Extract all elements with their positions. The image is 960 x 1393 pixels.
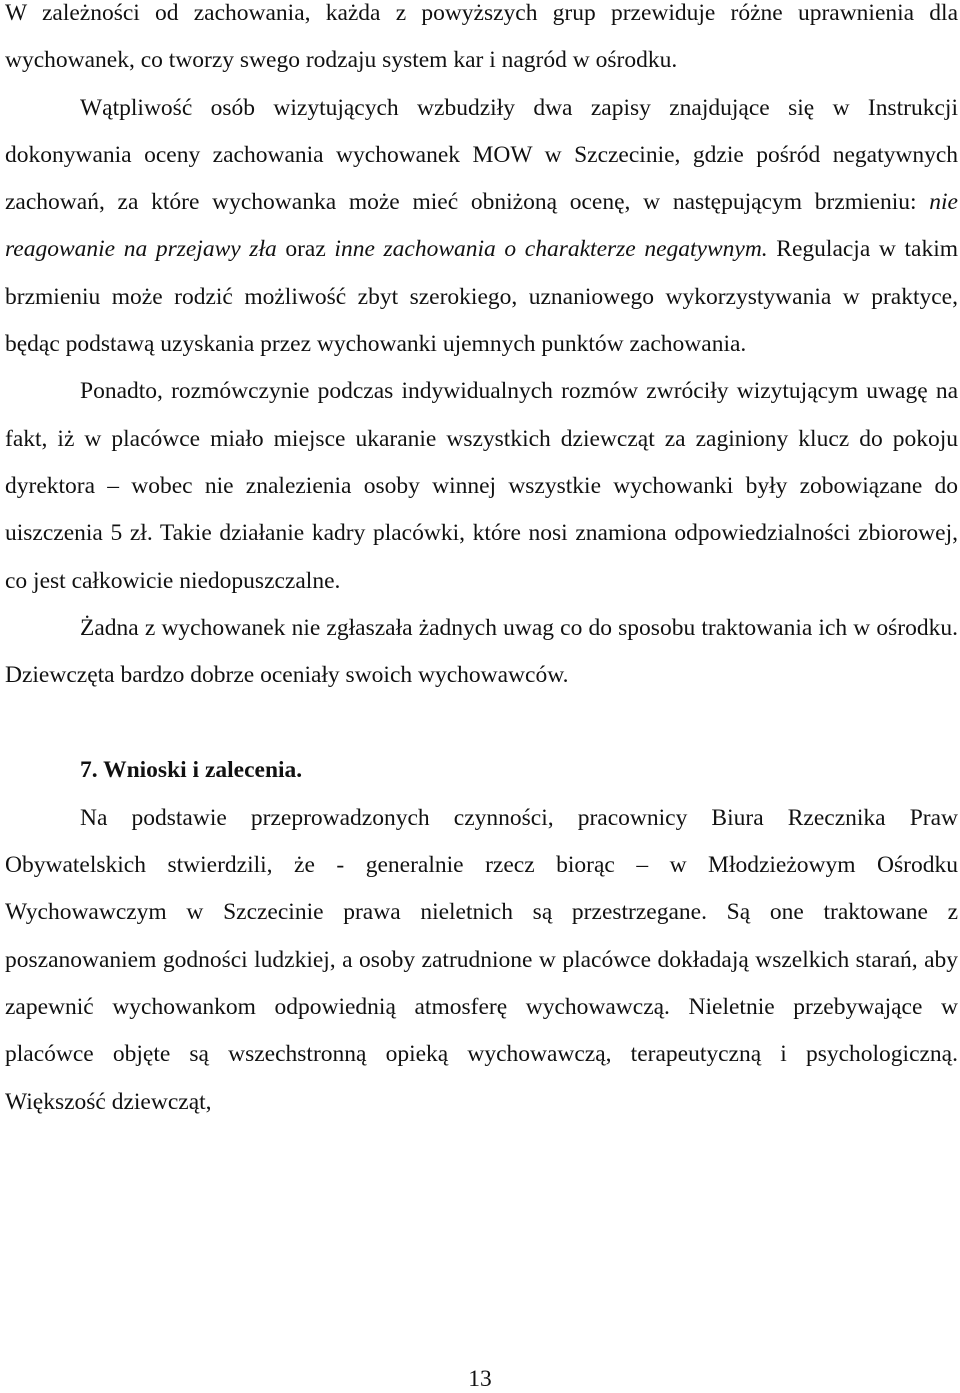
paragraph-2-text-end: Regulacja w takim brzmieniu może rodzić możliwość zbyt szerokiego, uznaniowego wykorzystywania w praktyce, będąc podstawą uzyskania przez wychowanki ujemnych punktów zachowania.	[5, 236, 958, 358]
document-page	[5, 0, 958, 1126]
paragraph-2-text-start: Wątpliwość osób wizytujących wzbudziły dwa zapisy znajdujące się w Instrukcji dokonywania oceny zachowania wychowanek MOW w Szczecinie, gdzie pośród negatywnych zachowań, za które wychowanka może mieć obniżoną ocenę, w następującym brzmieniu:	[5, 94, 958, 216]
page-number: 13	[468, 1366, 492, 1392]
italic-quote-2: inne zachowania o charakterze negatywnym.	[334, 236, 768, 263]
paragraph-2-text-mid: oraz	[276, 236, 335, 263]
italic-quote-1: nie reagowanie na przejawy zła	[5, 189, 958, 263]
section-heading: 7. Wnioski i zalecenia.	[80, 757, 303, 784]
paragraph-2	[5, 85, 958, 369]
paragraph-1: W zależności od zachowania, każda z powyższych grup przewiduje różne uprawnienia dla wychowanek, co tworzy swego rodzaju system kar i nagród w ośrodku.	[5, 0, 958, 74]
paragraph-4: Żadna z wychowanek nie zgłaszała żadnych uwag co do sposobu traktowania ich w ośrodku. Dziewczęta bardzo dobrze oceniały swoich wychowawców.	[5, 614, 958, 689]
paragraph-5: Na podstawie przeprowadzonych czynności, pracownicy Biura Rzecznika Praw Obywatelskich stwierdzili, że - generalnie rzecz biorąc – w Młodzieżowym Ośrodku Wychowawczym w Szczecinie prawa nieletnich są przestrzegane. Są one traktowane z poszanowaniem godności ludzkiej, a osoby zatrudnione w placówce dokładają wszelkich starań, aby zapewnić wychowankom odpowiednią atmosferę wychowawczą. Nieletnie przebywające w placówce objęte są wszechstronną opieką wychowawczą, terapeutyczną i psychologiczną. Większość dziewcząt,	[5, 804, 958, 1115]
paragraph-3: Ponadto, rozmówczynie podczas indywidualnych rozmów zwróciły wizytującym uwagę na fakt, iż w placówce miało miejsce ukaranie wszystkich dziewcząt za zaginiony klucz do pokoju dyrektora – wobec nie znalezienia osoby winnej wszystkie wychowanki były zobowiązane do uiszczenia 5 zł. Takie działanie kadry placówki, które nosi znamiona odpowiedzialności zbiorowej, co jest całkowicie niedopuszczalne.	[5, 378, 958, 594]
